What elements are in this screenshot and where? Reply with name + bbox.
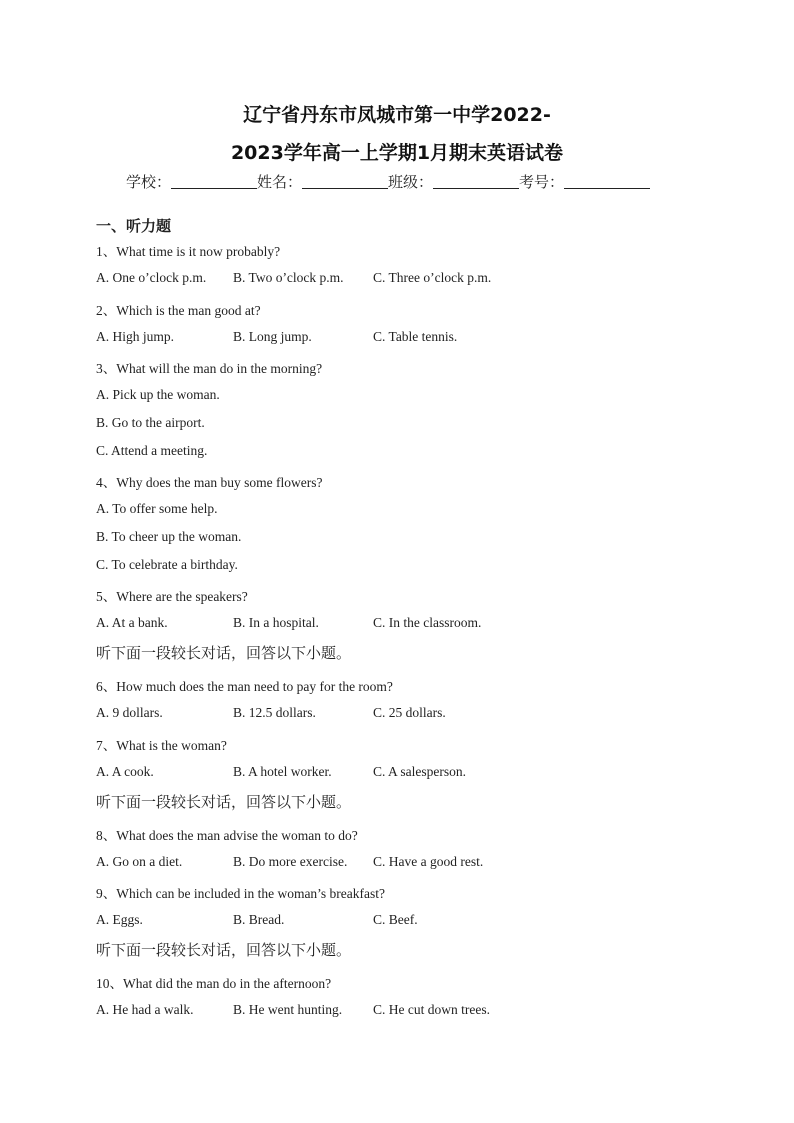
option-c[interactable]: C. To celebrate a birthday. — [96, 557, 238, 572]
question-5: 5、Where are the speakers? — [96, 589, 248, 604]
option-b[interactable]: B. Go to the airport. — [96, 415, 205, 430]
question-10: 10、What did the man do in the afternoon? — [96, 976, 332, 991]
name-label: 姓名： — [257, 173, 303, 191]
option-c[interactable]: C. In the classroom. — [373, 615, 482, 630]
question-1: 1、What time is it now probably? — [96, 244, 281, 259]
option-c[interactable]: C. A salesperson. — [373, 764, 466, 779]
exam-title-line1: 辽宁省丹东市凤城市第一中学2022- — [243, 104, 551, 126]
dialogue-instruction: 听下面一段较长对话，回答以下小题。 — [96, 644, 352, 662]
option-a[interactable]: A. To offer some help. — [96, 501, 218, 516]
question-3: 3、What will the man do in the morning? — [96, 361, 323, 376]
option-c[interactable]: C. He cut down trees. — [373, 1002, 490, 1017]
dialogue-instruction: 听下面一段较长对话，回答以下小题。 — [96, 793, 352, 811]
name-blank[interactable] — [302, 174, 388, 189]
option-c[interactable]: C. Table tennis. — [373, 329, 458, 344]
question-7: 7、What is the woman? — [96, 738, 227, 753]
school-label: 学校： — [126, 173, 172, 191]
option-b[interactable]: B. In a hospital. — [233, 615, 319, 630]
option-b[interactable]: B. A hotel worker. — [233, 764, 332, 779]
option-c[interactable]: C. Have a good rest. — [373, 854, 484, 869]
school-blank[interactable] — [171, 174, 257, 189]
exam-title-line2: 2023学年高一上学期1月期末英语试卷 — [230, 142, 564, 164]
option-b[interactable]: B. He went hunting. — [233, 1002, 343, 1017]
question-6: 6、How much does the man need to pay for the room? — [96, 679, 393, 694]
option-a[interactable]: A. Eggs. — [96, 912, 143, 927]
option-a[interactable]: A. A cook. — [96, 764, 154, 779]
option-a[interactable]: A. Go on a diet. — [96, 854, 183, 869]
exam-number-label: 考号： — [519, 173, 565, 191]
question-2: 2、Which is the man good at? — [96, 303, 261, 318]
question-9: 9、Which can be included in the woman’s breakfast? — [96, 886, 386, 901]
question-8: 8、What does the man advise the woman to do? — [96, 828, 358, 843]
class-blank[interactable] — [433, 174, 519, 189]
exam-number-blank[interactable] — [564, 174, 650, 189]
option-b[interactable]: B. Bread. — [233, 912, 285, 927]
class-label: 班级： — [388, 173, 434, 191]
option-b[interactable]: B. Long jump. — [233, 329, 312, 344]
student-info-line — [126, 171, 650, 192]
option-c[interactable]: C. 25 dollars. — [373, 705, 446, 720]
option-b[interactable]: B. Do more exercise. — [233, 854, 348, 869]
option-a[interactable]: A. 9 dollars. — [96, 705, 163, 720]
option-a[interactable]: A. Pick up the woman. — [96, 387, 220, 402]
option-a[interactable]: A. High jump. — [96, 329, 175, 344]
option-a[interactable]: A. One o’clock p.m. — [96, 270, 207, 285]
option-b[interactable]: B. To cheer up the woman. — [96, 529, 242, 544]
option-c[interactable]: C. Attend a meeting. — [96, 443, 208, 458]
section-title: 一、听力题 — [96, 217, 172, 235]
option-a[interactable]: A. He had a walk. — [96, 1002, 194, 1017]
option-c[interactable]: C. Beef. — [373, 912, 418, 927]
option-b[interactable]: B. Two o’clock p.m. — [233, 270, 344, 285]
option-c[interactable]: C. Three o’clock p.m. — [373, 270, 492, 285]
dialogue-instruction: 听下面一段较长对话，回答以下小题。 — [96, 941, 352, 959]
question-4: 4、Why does the man buy some flowers? — [96, 475, 323, 490]
option-b[interactable]: B. 12.5 dollars. — [233, 705, 316, 720]
option-a[interactable]: A. At a bank. — [96, 615, 168, 630]
